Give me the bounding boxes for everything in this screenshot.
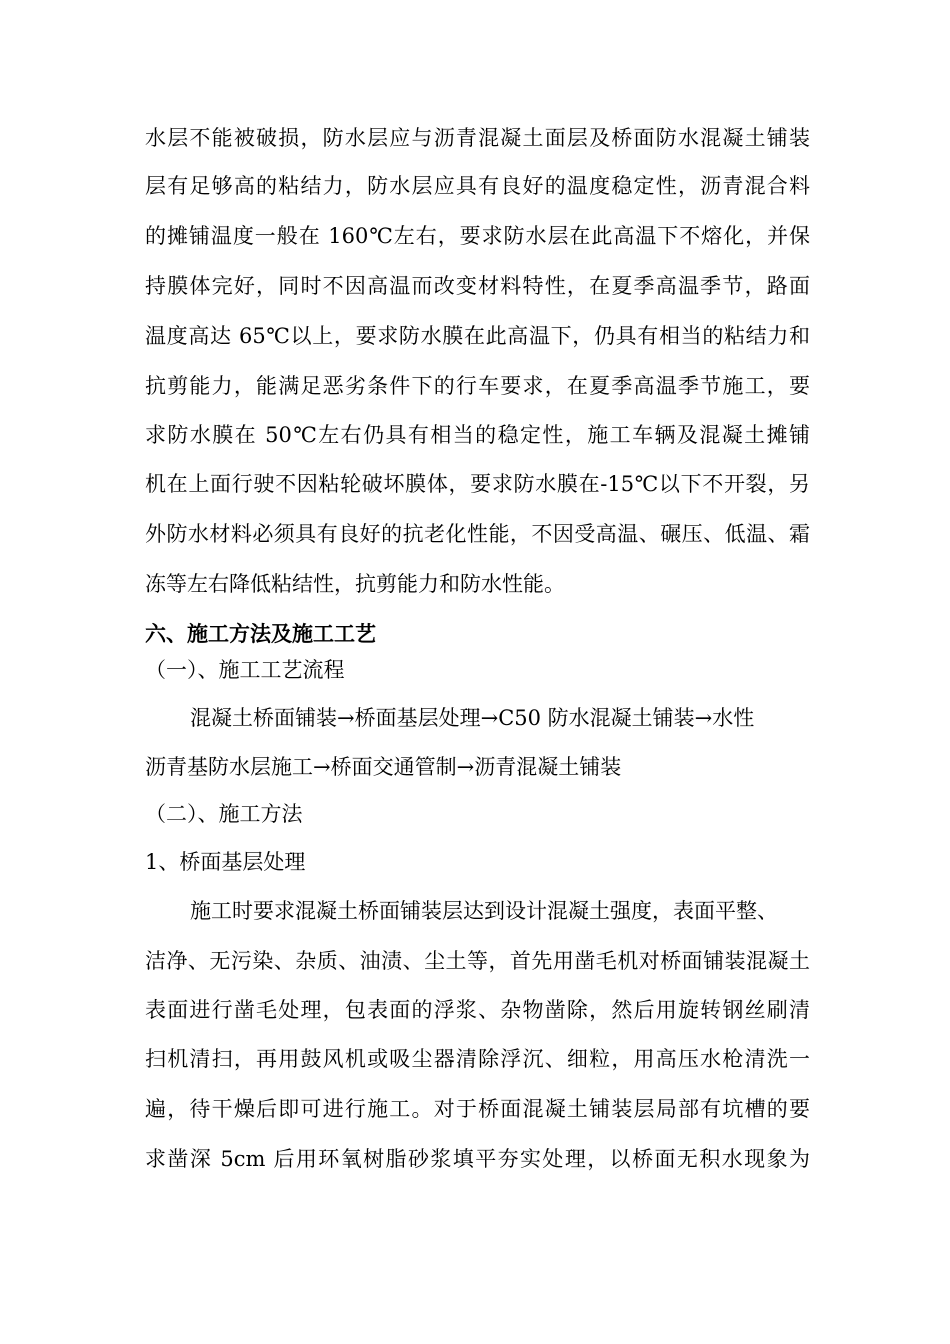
- paragraph-line: 遍，待干燥后即可进行施工。对于桥面混凝土铺装层局部有坑槽的要: [145, 1097, 810, 1121]
- paragraph-line: 水层不能被破损，防水层应与沥青混凝土面层及桥面防水混凝土铺装: [145, 126, 810, 150]
- paragraph-line: 的摊铺温度一般在 160℃左右，要求防水层在此高温下不熔化，并保: [145, 224, 810, 248]
- paragraph-line: 表面进行凿毛处理，包表面的浮浆、杂物凿除，然后用旋转钢丝刷清: [145, 998, 810, 1022]
- paragraph-line: 层有足够高的粘结力，防水层应具有良好的温度稳定性，沥青混合料: [145, 174, 810, 198]
- paragraph-line: 抗剪能力，能满足恶劣条件下的行车要求，在夏季高温季节施工，要: [145, 374, 810, 398]
- paragraph-line: 外防水材料必须具有良好的抗老化性能，不因受高温、碾压、低温、霜: [145, 522, 810, 546]
- subsection-heading: （二）、施工方法: [145, 802, 303, 826]
- subsection-heading: （一）、施工工艺流程: [145, 658, 345, 682]
- process-flow-line: 沥青基防水层施工→桥面交通管制→沥青混凝土铺装: [145, 755, 622, 779]
- paragraph-line: 求防水膜在 50℃左右仍具有相当的稳定性，施工车辆及混凝土摊铺: [145, 423, 810, 447]
- paragraph-line: 求凿深 5cm 后用环氧树脂砂浆填平夯实处理，以桥面无积水现象为: [145, 1147, 810, 1171]
- paragraph-line: 温度高达 65℃以上，要求防水膜在此高温下，仍具有相当的粘结力和: [145, 324, 810, 348]
- paragraph-line: 冻等左右降低粘结性，抗剪能力和防水性能。: [145, 572, 565, 596]
- process-flow-line: 混凝土桥面铺装→桥面基层处理→C50 防水混凝土铺装→水性: [190, 706, 755, 730]
- paragraph-line: 洁净、无污染、杂质、油渍、尘土等，首先用凿毛机对桥面铺装混凝土: [145, 949, 810, 973]
- item-heading: 1、桥面基层处理: [145, 850, 306, 874]
- paragraph-line: 机在上面行驶不因粘轮破坏膜体，要求防水膜在-15℃以下不开裂，另: [145, 472, 810, 496]
- paragraph-line: 扫机清扫，再用鼓风机或吸尘器清除浮沉、细粒，用高压水枪清洗一: [145, 1047, 810, 1071]
- section-heading: 六、施工方法及施工工艺: [145, 621, 376, 646]
- paragraph-line: 持膜体完好，同时不因高温而改变材料特性，在夏季高温季节，路面: [145, 274, 810, 298]
- paragraph-line: 施工时要求混凝土桥面铺装层达到设计混凝土强度，表面平整、: [190, 899, 778, 923]
